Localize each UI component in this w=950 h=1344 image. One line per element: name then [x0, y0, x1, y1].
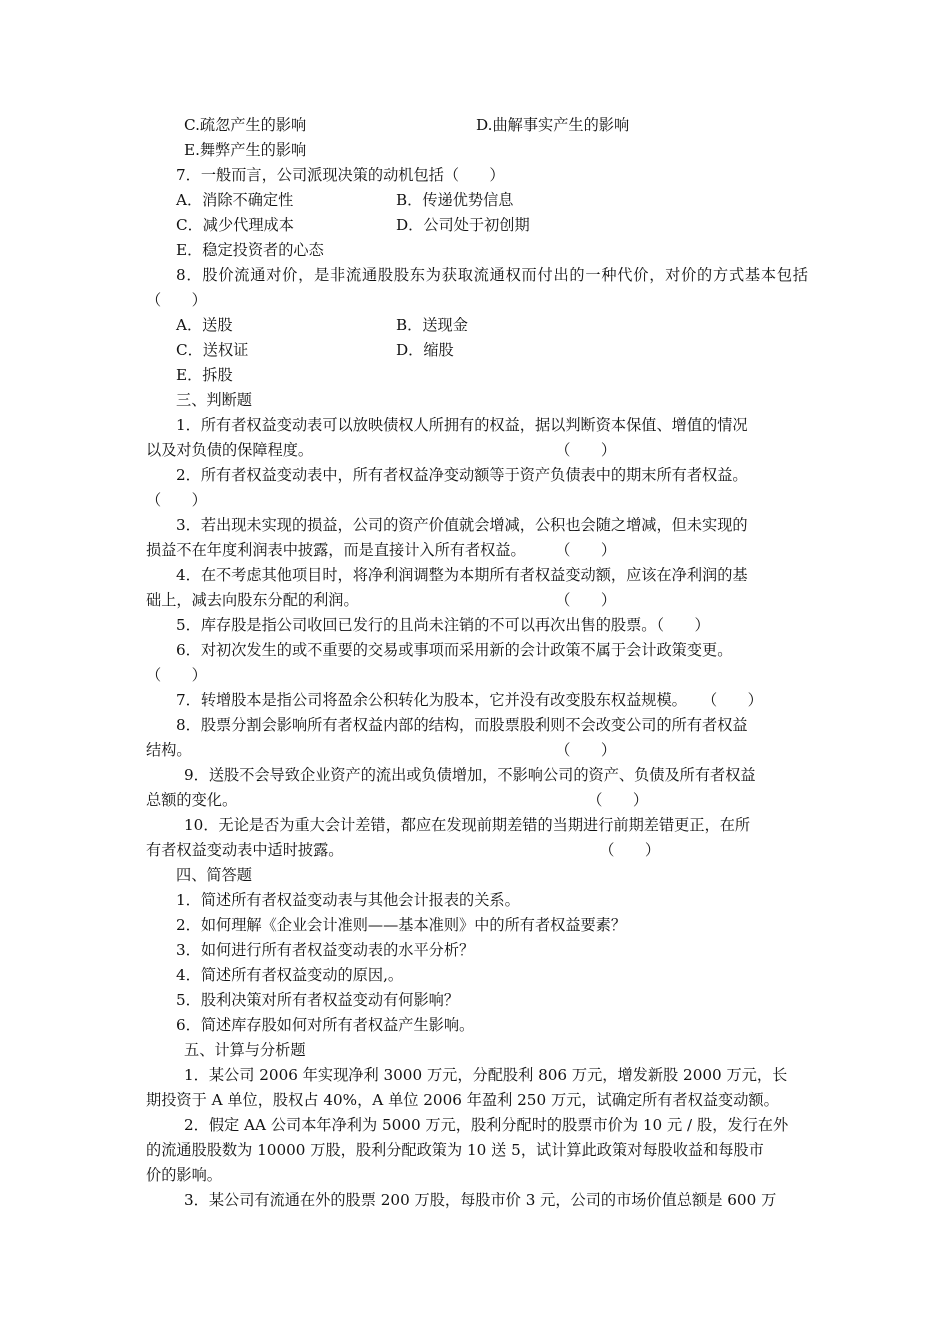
- option-c: C．送权证: [176, 341, 249, 359]
- option-row: [146, 188, 808, 213]
- short-answer-item: 5．股利决策对所有者权益变动有何影响？: [176, 991, 460, 1009]
- section-title: 三、判断题: [176, 391, 252, 409]
- judgment-item-10-cont: 有者权益变动表中适时披露。 （ ）: [146, 838, 808, 863]
- calc-item-3: 3．某公司有流通在外的股票 200 万股，每股市价 3 元，公司的市场价值总额是 600 万: [184, 1191, 777, 1209]
- calc-item-2-cont: 价的影响。: [146, 1166, 222, 1184]
- answer-bracket: （ ）: [555, 541, 616, 559]
- answer-bracket: （ ）: [587, 791, 648, 809]
- question-8-stem: 8．股价流通对价，是非流通股股东为获取流通权而付出的一种代价，对价的方式基本包括（ ）: [146, 266, 808, 309]
- judgment-item-9-cont: 总额的变化。 （ ）: [146, 788, 808, 813]
- calc-item-2: 2．假定 AA 公司本年净利为 5000 万元，股利分配时的股票市价为 10 元 / 股，发行在外: [184, 1116, 789, 1134]
- option-d: D．公司处于初创期: [396, 216, 530, 234]
- calc-item-1-cont: 期投资于 A 单位，股权占 40%，A 单位 2006 年盈利 250 万元，试确定所有者权益变动额。: [146, 1091, 779, 1109]
- short-answer-item: 3．如何进行所有者权益变动表的水平分析？: [176, 941, 475, 959]
- calc-item-1: 1．某公司 2006 年实现净利 3000 万元，分配股利 806 万元，增发新股 2000 万元，长: [184, 1066, 788, 1084]
- judgment-item-8-cont: 结构。 （ ）: [146, 738, 808, 763]
- option-e: E．稳定投资者的心态: [176, 241, 324, 259]
- answer-bracket: （ ）: [599, 841, 660, 859]
- option-d: D.曲解事实产生的影响: [476, 116, 630, 134]
- option-a: A．消除不确定性: [176, 191, 294, 209]
- option-b: B．传递优势信息: [396, 191, 514, 209]
- judgment-item-8: 8．股票分割会影响所有者权益内部的结构，而股票股利则不会改变公司的所有者权益: [176, 716, 748, 734]
- judgment-item-3: 3．若出现未实现的损益，公司的资产价值就会增减，公积也会随之增减，但未实现的: [176, 516, 748, 534]
- option-d: D．缩股: [396, 341, 454, 359]
- judgment-item-2: 2．所有者权益变动表中，所有者权益净变动额等于资产负债表中的期末所有者权益。: [176, 466, 748, 484]
- judgment-item-4: 4．在不考虑其他项目时，将净利润调整为本期所有者权益变动额，应该在净利润的基: [176, 566, 748, 584]
- calc-item-2-cont: 的流通股股数为 10000 万股，股利分配政策为 10 送 5，试计算此政策对每股收益和每股市: [146, 1141, 764, 1159]
- answer-bracket: （ ）: [555, 441, 616, 459]
- judgment-item-1: 1．所有者权益变动表可以放映债权人所拥有的权益，据以判断资本保值、增值的情况: [176, 416, 748, 434]
- short-answer-item: 6．简述库存股如何对所有者权益产生影响。: [176, 1016, 475, 1034]
- judgment-item-7: 7．转增股本是指公司将盈余公积转化为股本，它并没有改变股东权益规模。 （ ）: [176, 691, 763, 709]
- answer-bracket: （ ）: [555, 591, 616, 609]
- option-c: C．减少代理成本: [176, 216, 294, 234]
- option-e: E.舞弊产生的影响: [184, 141, 307, 159]
- judgment-item-3-cont: 损益不在年度利润表中披露，而是直接计入所有者权益。 （ ）: [146, 538, 808, 563]
- option-row: [146, 213, 808, 238]
- section-title: 四、简答题: [176, 866, 252, 884]
- judgment-item-6: 6．对初次发生的或不重要的交易或事项而采用新的会计政策不属于会计政策变更。: [176, 641, 733, 659]
- option-c: C.疏忽产生的影响: [184, 116, 307, 134]
- question-7-stem: 7．一般而言，公司派现决策的动机包括（ ）: [176, 166, 505, 184]
- option-row: [146, 338, 808, 363]
- option-row: [146, 313, 808, 338]
- answer-bracket: （ ）: [146, 491, 207, 509]
- judgment-item-10: 10．无论是否为重大会计差错，都应在发现前期差错的当期进行前期差错更正，在所: [184, 816, 751, 834]
- option-b: B．送现金: [396, 316, 468, 334]
- document-page: [146, 113, 808, 1213]
- answer-bracket: （ ）: [555, 741, 616, 759]
- judgment-item-4-cont: 础上，减去向股东分配的利润。 （ ）: [146, 588, 808, 613]
- option-e: E．拆股: [176, 366, 233, 384]
- short-answer-item: 4．简述所有者权益变动的原因,。: [176, 966, 404, 984]
- option-row: [146, 113, 808, 138]
- option-a: A．送股: [176, 316, 233, 334]
- section-title: 五、计算与分析题: [184, 1041, 306, 1059]
- answer-bracket: （ ）: [146, 666, 207, 684]
- short-answer-item: 1．简述所有者权益变动表与其他会计报表的关系。: [176, 891, 520, 909]
- judgment-item-5: 5．库存股是指公司收回已发行的且尚未注销的不可以再次出售的股票。（ ）: [176, 616, 710, 634]
- judgment-item-9: 9．送股不会导致企业资产的流出或负债增加，不影响公司的资产、负债及所有者权益: [184, 766, 756, 784]
- short-answer-item: 2．如何理解《企业会计准则——基本准则》中的所有者权益要素？: [176, 916, 627, 934]
- judgment-item-1-cont: 以及对负债的保障程度。 （ ）: [146, 438, 808, 463]
